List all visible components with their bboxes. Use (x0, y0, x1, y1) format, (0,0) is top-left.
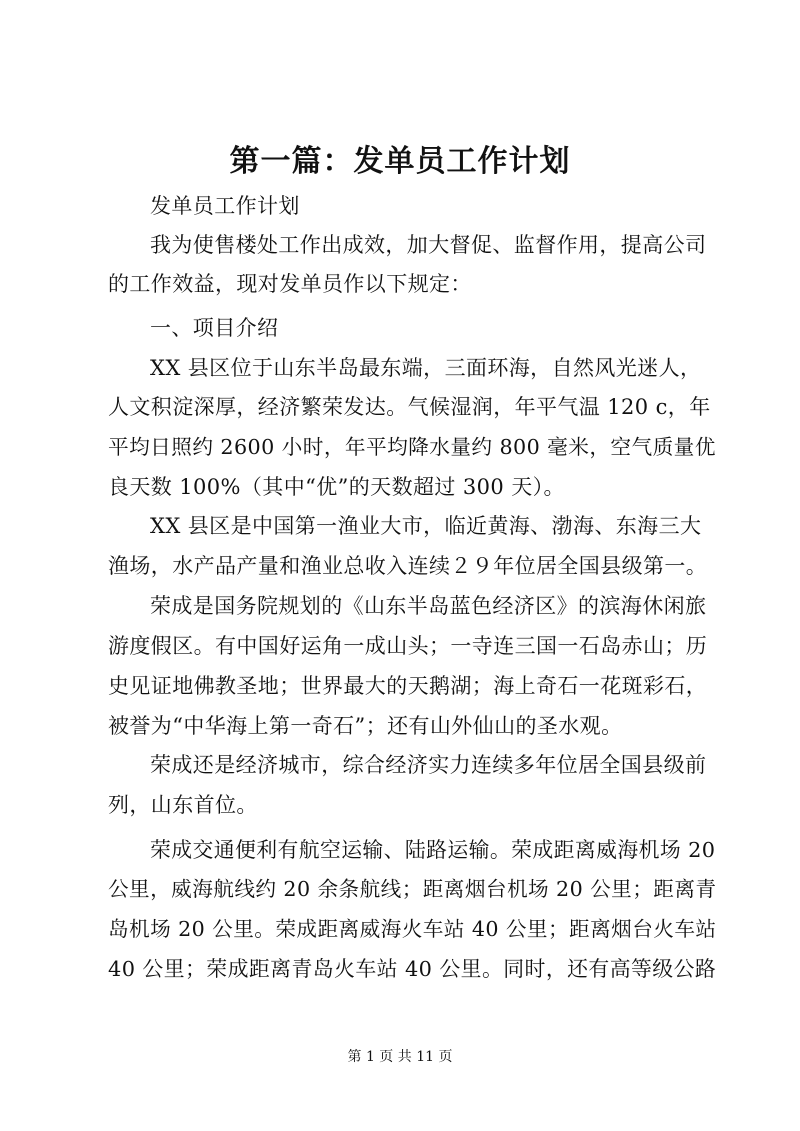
paragraph-line: 良天数 100%（其中“优”的天数超过 300 天）。 (108, 475, 565, 499)
paragraph-line: 一、项目介绍 (150, 316, 279, 340)
paragraph-line: 被誉为“中华海上第一奇石”；还有山外仙山的圣水观。 (108, 714, 623, 738)
paragraph-line: XX 县区是中国第一渔业大市，临近黄海、渤海、东海三大 (150, 514, 702, 538)
paragraph-line: 荣成还是经济城市，综合经济实力连续多年位居全国县级前 (150, 753, 707, 777)
paragraph-line: XX 县区位于山东半岛最东端，三面环海，自然风光迷人， (150, 356, 702, 380)
paragraph-line: 的工作效益，现对发单员作以下规定： (108, 272, 472, 296)
paragraph-line: 岛机场 20 公里。荣成距离威海火车站 40 公里；距离烟台火车站 (108, 917, 717, 941)
page-number-footer: 第 1 页 共 11 页 (347, 1049, 453, 1065)
paragraph-line: 荣成是国务院规划的《山东半岛蓝色经济区》的滨海休闲旅 (150, 594, 707, 618)
paragraph-line: 史见证地佛教圣地；世界最大的天鹅湖；海上奇石一花斑彩石， (108, 674, 708, 698)
paragraph-line: 游度假区。有中国好运角一成山头；一寺连三国一石岛赤山；历 (108, 634, 708, 658)
paragraph-line: 列，山东首位。 (108, 793, 258, 817)
paragraph-line: 荣成交通便利有航空运输、陆路运输。荣成距离威海机场 20 (150, 838, 716, 862)
paragraph-line: 我为使售楼处工作出成效，加大督促、监督作用，提高公司 (150, 233, 707, 257)
paragraph-line: 人文积淀深厚，经济繁荣发达。气候湿润，年平气温 120 c，年 (108, 395, 711, 419)
paragraph-line: 公里，威海航线约 20 余条航线；距离烟台机场 20 公里；距离青 (108, 877, 717, 901)
document-title: 第一篇：发单员工作计划 (229, 144, 571, 179)
paragraph-line: 平均日照约 2600 小时，年平均降水量约 800 毫米，空气质量优 (108, 435, 716, 459)
paragraph-line: 渔场，水产品产量和渔业总收入连续２９年位居全国县级第一。 (108, 554, 708, 578)
paragraph-line: 发单员工作计划 (150, 194, 300, 218)
paragraph-line: 40 公里；荣成距离青岛火车站 40 公里。同时，还有高等级公路 (108, 957, 717, 981)
